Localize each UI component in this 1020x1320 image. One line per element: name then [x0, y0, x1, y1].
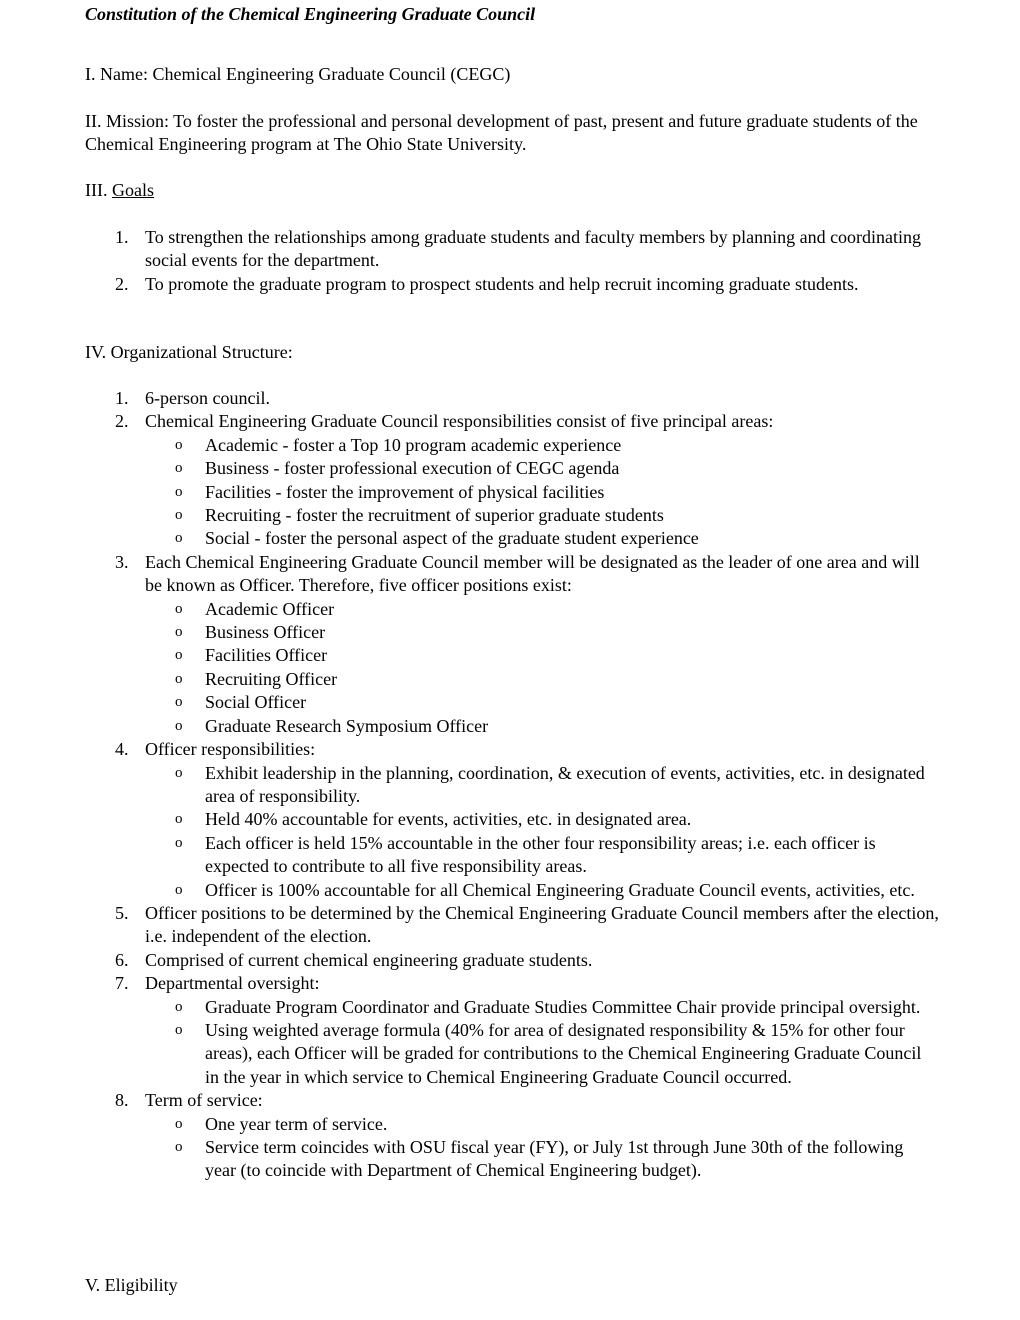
structure-text: Chemical Engineering Graduate Council responsibilities consist of five principal areas:	[145, 411, 774, 432]
structure-item	[0, 551, 940, 738]
sub-item	[0, 504, 935, 527]
bullet-icon: o	[175, 1115, 183, 1132]
bullet-icon: o	[175, 436, 183, 453]
section-structure-heading: IV. Organizational Structure:	[85, 342, 293, 362]
sub-list	[145, 598, 940, 738]
section-goals-heading	[85, 179, 935, 202]
sub-item-text: Business - foster professional execution of CEGC agenda	[205, 458, 620, 479]
bullet-icon: o	[175, 530, 183, 547]
bullet-icon: o	[175, 834, 183, 851]
sub-list	[145, 762, 940, 902]
goal-item	[0, 273, 940, 296]
bullet-icon: o	[175, 998, 183, 1015]
sub-item	[0, 457, 935, 480]
list-number: 6.	[115, 949, 129, 970]
section-name: I. Name: Chemical Engineering Graduate Council (CEGC)	[85, 64, 511, 84]
sub-item-text: Using weighted average formula (40% for area of designated responsibility & 15% for other four areas), each Officer will be graded for contributions to the Chemical Engineering Graduate Council in the year in which service to Chemical Engineering Graduate Council occurred.	[205, 1019, 922, 1087]
structure-item	[0, 949, 940, 972]
sub-item-text: Service term coincides with OSU fiscal year (FY), or July 1st through June 30th of the following year (to coincide with Department of Chemical Engineering budget).	[205, 1137, 904, 1181]
structure-text: Each Chemical Engineering Graduate Council member will be designated as the leader of one area and will be known as Officer. Therefore, five officer positions exist:	[145, 551, 920, 596]
sub-item-text: Recruiting - foster the recruitment of superior graduate students	[205, 505, 664, 526]
sub-item-text: One year term of service.	[205, 1113, 388, 1134]
sub-item-text: Academic Officer	[205, 598, 335, 619]
structure-text: 6-person council.	[145, 388, 270, 408]
section-eligibility-heading: V. Eligibility	[85, 1275, 178, 1295]
bullet-icon: o	[175, 483, 183, 500]
list-number: 1.	[115, 227, 129, 247]
structure-text: Departmental oversight:	[145, 973, 320, 994]
sub-list	[145, 996, 940, 1090]
structure-item	[0, 972, 940, 1089]
structure-item	[0, 738, 940, 902]
sub-item	[0, 691, 935, 714]
bullet-icon: o	[175, 881, 183, 898]
sub-item	[0, 762, 935, 809]
sub-item	[0, 1136, 935, 1183]
structure-text: Officer responsibilities:	[145, 739, 316, 760]
sub-list	[145, 434, 940, 551]
sub-item-text: Facilities - foster the improvement of physical facilities	[205, 481, 605, 502]
bullet-icon: o	[175, 647, 183, 664]
structure-text: Term of service:	[145, 1090, 263, 1111]
sub-item-text: Each officer is held 15% accountable in the other four responsibility areas; i.e. each officer is expected to contribute to all five responsibility areas.	[205, 832, 876, 877]
list-number: 5.	[115, 902, 129, 923]
sub-item	[0, 598, 935, 621]
sub-item	[0, 1113, 935, 1136]
sub-item-text: Facilities Officer	[205, 645, 328, 666]
bullet-icon: o	[175, 1021, 183, 1038]
goal-text: To strengthen the relationships among graduate students and faculty members by planning and coordinating social events for the department.	[145, 227, 922, 271]
sub-item-text: Officer is 100% accountable for all Chemical Engineering Graduate Council events, activities, etc.	[205, 879, 915, 900]
goals-prefix: III.	[85, 180, 112, 200]
section-mission: II. Mission: To foster the professional and personal development of past, present and future graduate students of the Chemical Engineering program at The Ohio State University.	[85, 111, 918, 155]
list-number: 1.	[115, 388, 129, 408]
sub-item-text: Recruiting Officer	[205, 668, 338, 689]
bullet-icon: o	[175, 811, 183, 828]
goals-heading-text: Goals	[111, 180, 154, 200]
bullet-icon: o	[175, 1139, 183, 1155]
bullet-icon: o	[175, 670, 183, 687]
sub-list	[145, 1113, 940, 1183]
sub-item-text: Academic - foster a Top 10 program academic experience	[205, 434, 622, 455]
sub-item	[0, 808, 935, 831]
sub-item-text: Business Officer	[205, 622, 326, 643]
structure-text: Comprised of current chemical engineering graduate students.	[145, 949, 593, 970]
bullet-icon: o	[175, 600, 183, 617]
sub-item	[0, 621, 935, 644]
sub-item	[0, 434, 935, 457]
sub-item	[0, 644, 935, 667]
structure-item	[0, 1089, 940, 1183]
bullet-icon: o	[175, 460, 183, 477]
sub-item	[0, 481, 935, 504]
sub-item-text: Exhibit leadership in the planning, coordination, & execution of events, activities, etc. in designated area of responsibility.	[205, 762, 925, 806]
bullet-icon: o	[175, 624, 183, 641]
structure-item	[0, 902, 940, 949]
sub-item	[0, 527, 935, 550]
sub-item-text: Social - foster the personal aspect of the graduate student experience	[205, 528, 699, 549]
sub-item	[0, 879, 935, 902]
bullet-icon: o	[175, 507, 183, 524]
list-number: 2.	[115, 411, 129, 432]
sub-item	[0, 715, 935, 738]
structure-item	[0, 387, 940, 410]
sub-item	[0, 832, 935, 879]
goal-text: To promote the graduate program to prospect students and help recruit incoming graduate students.	[145, 273, 859, 294]
structure-item	[0, 410, 940, 550]
bullet-icon: o	[175, 694, 183, 711]
sub-item	[0, 1019, 935, 1089]
list-number: 4.	[115, 739, 129, 760]
sub-item-text: Graduate Program Coordinator and Graduate Studies Committee Chair provide principal oversight.	[205, 996, 921, 1017]
goal-item	[0, 226, 940, 273]
sub-item-text: Held 40% accountable for events, activities, etc. in designated area.	[205, 809, 692, 830]
list-number: 8.	[115, 1090, 129, 1111]
sub-item-text: Graduate Research Symposium Officer	[205, 715, 489, 736]
structure-list	[0, 387, 1020, 1183]
list-number: 7.	[115, 973, 129, 994]
document-title: Constitution of the Chemical Engineering Graduate Council	[85, 4, 536, 24]
bullet-icon: o	[175, 764, 183, 781]
list-number: 2.	[115, 273, 129, 294]
list-number: 3.	[115, 551, 129, 572]
sub-item	[0, 668, 935, 691]
goals-list	[0, 226, 1020, 296]
sub-item	[0, 996, 935, 1019]
structure-text: Officer positions to be determined by the Chemical Engineering Graduate Council members after the election, i.e. independent of the election.	[145, 902, 939, 947]
bullet-icon: o	[175, 717, 183, 734]
sub-item-text: Social Officer	[205, 692, 307, 713]
